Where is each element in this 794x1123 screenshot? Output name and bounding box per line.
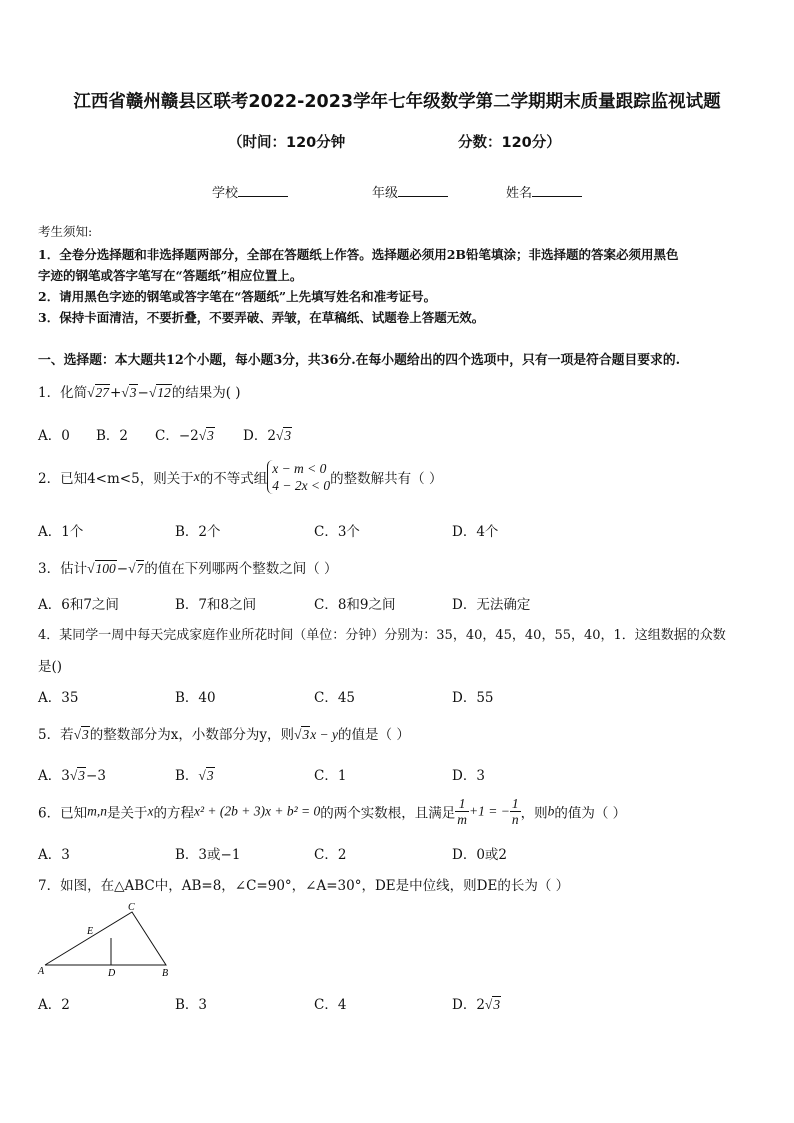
sqrt-symbol: √	[128, 561, 136, 576]
q6-option-a: A．3	[38, 847, 70, 863]
q6-mid3: 的两个实数根，且满足	[320, 805, 456, 822]
sqrt-symbol: √	[73, 727, 82, 742]
sqrt-symbol: √	[148, 385, 157, 400]
grade-blank	[398, 184, 448, 197]
school-label: 学校	[212, 186, 239, 201]
q2-option-b: B．2个	[175, 524, 221, 540]
name-label: 姓名	[506, 186, 533, 201]
q3-option-a: A．6和7之间	[38, 597, 119, 613]
q2-mid: 的不等式组	[199, 471, 268, 487]
question-6	[38, 796, 626, 827]
question-5	[38, 723, 410, 743]
q1-minus: −	[137, 385, 149, 401]
q2-option-d: D．4个	[452, 524, 499, 540]
q6-post: ，则	[520, 805, 548, 822]
triangle-abc	[45, 912, 166, 965]
notice-line-1b: 字迹的钢笔或答字笔写在“答题纸”相应位置上。	[38, 268, 303, 283]
q1-suffix: 的结果为( )	[171, 385, 241, 401]
q2-inequality-system: x − m < 0 4 − 2x < 0	[267, 460, 330, 494]
q3-minus: −	[116, 561, 129, 577]
grade-label: 年级	[372, 186, 399, 201]
grade-field	[372, 182, 448, 201]
q7-option-c: C．4	[314, 997, 347, 1013]
q1-prefix: 1．化简	[38, 385, 88, 401]
q7-option-b: B．3	[175, 997, 208, 1013]
label-a: A	[38, 966, 45, 977]
sqrt-symbol: √	[87, 385, 95, 400]
q3-option-d: D．无法确定	[452, 597, 531, 613]
q1-radicand-3: 12	[157, 385, 171, 400]
q5-radicand-1: 3	[82, 727, 89, 742]
q3-radicand-2: 7	[136, 561, 144, 576]
q6-suffix: 的值为（ ）	[554, 805, 627, 822]
q1-radicand-1: 27	[95, 385, 110, 400]
name-blank	[532, 184, 582, 197]
q6-fraction-1: $\frac{1}{m}$	[457, 796, 467, 827]
question-2	[38, 460, 442, 494]
page-title: 江西省赣州赣县区联考2022-2023学年七年级数学第二学期期末质量跟踪监视试题	[73, 92, 721, 112]
triangle-figure	[30, 898, 190, 980]
q1-option-b: B．2	[96, 428, 129, 444]
q3-suffix: 的值在下列哪两个整数之间（ ）	[144, 561, 338, 577]
q4-option-c: C．45	[314, 690, 356, 706]
q5-option-d: D．3	[452, 768, 485, 784]
name-field	[506, 182, 582, 201]
q3-option-c: C．8和9之间	[314, 597, 396, 613]
question-4-line-2: 是()	[38, 659, 63, 675]
question-3	[38, 557, 338, 577]
q6-var-x: x	[147, 803, 154, 819]
school-field	[212, 182, 288, 201]
sqrt-symbol: √	[121, 385, 129, 400]
q2-var-x: x	[193, 469, 200, 484]
label-b: B	[162, 968, 169, 979]
notice-line-3: 3．保持卡面清洁，不要折叠，不要弄破、弄皱，在草稿纸、试题卷上答题无效。	[38, 310, 485, 325]
q2-prefix: 2．已知4<m<5，则关于	[38, 471, 194, 487]
sqrt-symbol: √	[294, 727, 302, 742]
school-blank	[238, 184, 288, 197]
q1-option-c: C．−2√3	[155, 428, 214, 444]
q6-var-mn: m,n	[87, 803, 107, 819]
q6-mid2: 的方程	[153, 805, 194, 822]
label-d: D	[108, 968, 116, 979]
q1-radicand-2: 3	[129, 385, 137, 400]
q2-option-a: A．1个	[38, 524, 84, 540]
q2-option-c: C．3个	[314, 524, 360, 540]
label-e: E	[87, 926, 94, 937]
q5-expression: x − y	[310, 727, 339, 742]
q6-mid: 是关于	[106, 805, 148, 822]
q1-option-d: D．2√3	[243, 428, 292, 444]
q6-var-b: b	[547, 803, 555, 819]
q5-option-a: A．3√3−3	[38, 768, 106, 784]
notice-line-1: 1．全卷分选择题和非选择题两部分，全部在答题纸上作答。选择题必须用2B铅笔填涂；非选择题的答案必须用黑色	[38, 247, 679, 262]
q6-equation: x² + (2b + 3)x + b² = 0	[193, 803, 321, 819]
q4-option-b: B．40	[175, 690, 216, 706]
question-1	[38, 381, 241, 401]
q3-prefix: 3．估计	[38, 561, 88, 577]
question-4-line-1: 4．某同学一周中每天完成家庭作业所花时间（单位：分钟）分别为：35，40，45，40，55，40，1．这组数据的众数	[38, 628, 726, 643]
sqrt-symbol: √	[87, 561, 95, 576]
q5-suffix: 的值是（ ）	[338, 727, 410, 743]
q1-option-a: A．0	[38, 428, 70, 444]
q3-option-b: B．7和8之间	[175, 597, 257, 613]
label-c: C	[128, 902, 135, 913]
q5-option-b: B．√3	[175, 768, 214, 784]
exam-score: 分数：120分）	[458, 135, 561, 151]
q6-option-d: D．0或2	[452, 847, 508, 863]
q1-plus: +	[110, 385, 122, 401]
q3-radicand-1: 100	[95, 561, 116, 576]
q5-radicand-2: 3	[302, 727, 310, 742]
q5-prefix: 5．若	[38, 727, 74, 743]
notice-line-2: 2．请用黑色字迹的钢笔或答字笔在“答题纸”上先填写姓名和准考证号。	[38, 289, 437, 304]
q2-suffix: 的整数解共有（ ）	[330, 471, 443, 487]
q4-option-d: D．55	[452, 690, 494, 706]
q6-option-c: C．2	[314, 847, 347, 863]
q6-fraction-2: $\frac{1}{n}$	[511, 796, 519, 827]
q6-prefix: 6．已知	[38, 805, 88, 822]
q7-option-d: D．2√3	[452, 997, 501, 1013]
q7-option-a: A．2	[38, 997, 70, 1013]
exam-time: （时间：120分钟	[228, 135, 346, 151]
section-heading: 一、选择题：本大题共12个小题，每小题3分，共36分.在每小题给出的四个选项中，只有一项是符合题目要求的.	[38, 353, 681, 368]
q4-option-a: A．35	[38, 690, 79, 706]
notice-heading: 考生须知:	[38, 224, 93, 239]
q6-equation-2: +1 = −	[468, 803, 510, 819]
q6-option-b: B．3或−1	[175, 847, 241, 863]
question-7: 7．如图，在△ABC中，AB=8，∠C=90°，∠A=30°，DE是中位线，则DE的长为（ ）	[38, 878, 570, 894]
q5-option-c: C．1	[314, 768, 347, 784]
q5-mid: 的整数部分为x，小数部分为y，则	[89, 727, 295, 743]
